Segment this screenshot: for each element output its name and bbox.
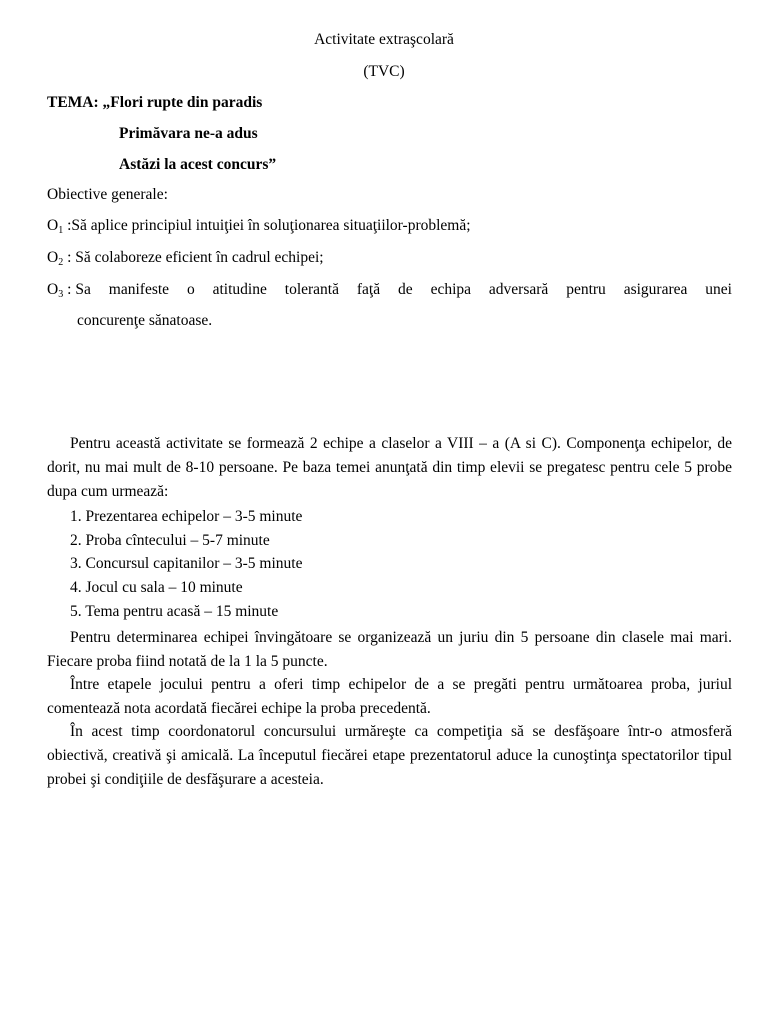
paragraph-4: În acest timp coordonatorul concursului urmăreşte ca competiţia să se desfăşoare într-o atmosferă obiectivă, creativă şi amicală. La începutul fiecărei etape prezentatorul aduce la cunoştinţa spectatorilor tipul probei şi condiţiile de desfăşurare a acesteia.: [47, 723, 732, 788]
objective-3-continuation: concurenţe sănatoase.: [77, 312, 213, 329]
objective-prefix: O: [47, 217, 59, 234]
objective-separator: :: [63, 217, 72, 234]
list-item: 2. Proba cîntecului – 5-7 minute: [70, 532, 270, 549]
objectives-heading: Obiective generale:: [47, 186, 168, 203]
list-item: 1. Prezentarea echipelor – 3-5 minute: [70, 508, 303, 525]
document-title: Activitate extraşcolară: [314, 31, 454, 48]
list-item: 5. Tema pentru acasă – 15 minute: [70, 603, 279, 620]
objective-prefix: O: [47, 249, 59, 266]
document-subtitle: (TVC): [363, 63, 405, 80]
objective-separator: :: [63, 281, 72, 298]
tema-label: TEMA:: [47, 94, 99, 111]
objective-3: [47, 280, 732, 300]
list-item: 4. Jocul cu sala – 10 minute: [70, 579, 243, 596]
paragraph-3: Între etapele jocului pentru a oferi timp echipelor de a se pregăti pentru următoarea proba, juriul comentează nota acordată fiecărei echipe la proba precedentă.: [47, 676, 732, 717]
objective-subscript: 3: [58, 289, 64, 300]
objective-separator: :: [63, 249, 76, 266]
objective-prefix-group: [47, 280, 71, 300]
paragraph-2: Pentru determinarea echipei învingătoare se organizează un juriu din 5 persoane din clasele mai mari. Fiecare proba fiind notată de la 1 la 5 puncte.: [47, 629, 732, 670]
paragraph-1: Pentru această activitate se formează 2 echipe a claselor a VIII – a (A si C). Componenţa echipelor, de dorit, nu mai mult de 8-10 persoane. Pe baza temei anunţată din timp elevii se pregatesc pentru cele 5 probe dupa cum urmează:: [47, 435, 732, 500]
objective-text: Sa manifeste o atitudine tolerantă faţă de echipa adversară pentru asigurarea unei: [75, 281, 732, 298]
objective-2: [47, 248, 732, 268]
objective-1: [47, 216, 732, 236]
list-item: 3. Concursul capitanilor – 3-5 minute: [70, 555, 303, 572]
objective-text: Să colaboreze eficient în cadrul echipei;: [75, 249, 324, 266]
objective-subscript: 2: [58, 257, 64, 268]
tema-line-1: [47, 93, 262, 113]
tema-verse-1: „Flori rupte din paradis: [102, 94, 263, 111]
objective-subscript: 1: [58, 225, 64, 236]
objective-text: Să aplice principiul intuiţiei în soluţionarea situaţiilor-problemă;: [71, 217, 471, 234]
tema-verse-3: Astăzi la acest concurs”: [119, 156, 277, 173]
tema-verse-2: Primăvara ne-a adus: [119, 125, 258, 142]
objective-prefix: O: [47, 281, 59, 298]
